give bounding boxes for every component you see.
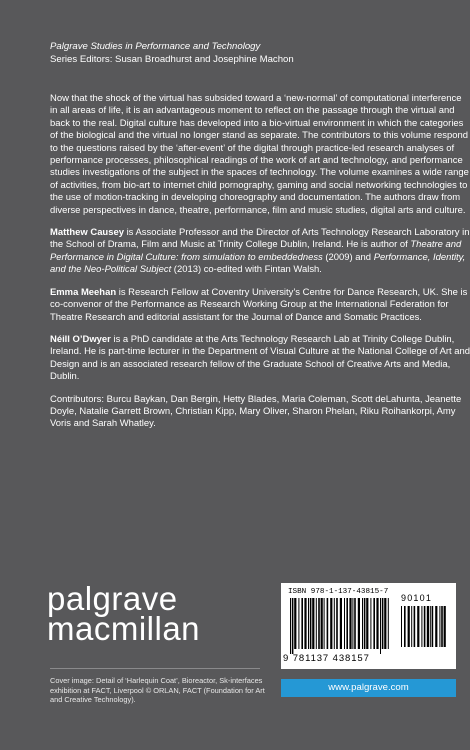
author-name: Emma Meehan xyxy=(50,286,117,298)
barcode-bar xyxy=(417,606,419,647)
barcode-bar xyxy=(414,606,416,647)
barcode-bar xyxy=(408,606,410,647)
barcode-bar xyxy=(376,598,378,649)
barcode-bar xyxy=(349,598,351,649)
isbn-text: ISBN 978-1-137-43815-7 xyxy=(288,588,389,596)
barcode-bar xyxy=(435,606,437,647)
barcode-bar xyxy=(380,598,381,654)
ean-digits: 9 781137 438157 xyxy=(283,653,370,664)
palgrave-macmillan-logo xyxy=(47,580,201,647)
barcode-bar xyxy=(346,598,348,649)
barcode-bar xyxy=(358,598,360,649)
barcode-bar xyxy=(421,606,422,647)
barcode-bar xyxy=(327,598,329,649)
back-cover-text xyxy=(50,93,470,441)
barcode xyxy=(281,583,456,669)
barcode-bar xyxy=(344,598,345,649)
barcode-bar xyxy=(439,606,440,647)
bio-text: is Associate Professor and the Director of Arts Technology Research Laboratory in the School of Drama, Film and Music at Trinity College Dublin, Ireland. He is author of xyxy=(50,227,470,251)
bio-odwyer xyxy=(50,334,470,384)
barcode-bar xyxy=(304,598,306,649)
barcode-bar xyxy=(441,606,443,647)
addon-barcode-bars xyxy=(401,606,449,652)
barcode-bar xyxy=(318,598,320,649)
logo-line-1: palgrave xyxy=(47,580,178,617)
author-name: Matthew Causey xyxy=(50,227,124,239)
barcode-bar xyxy=(312,598,314,649)
barcode-bar xyxy=(294,598,296,649)
barcode-bar xyxy=(308,598,309,649)
barcode-bar xyxy=(382,598,384,649)
bio-text: (2009) and xyxy=(322,251,374,263)
barcode-bar xyxy=(340,598,342,649)
barcode-bar xyxy=(292,598,294,654)
barcode-bar xyxy=(321,598,323,649)
series-title: Palgrave Studies in Performance and Technology xyxy=(50,41,261,52)
barcode-bar xyxy=(384,598,386,649)
barcode-bar xyxy=(362,598,363,649)
barcode-bar xyxy=(432,606,434,647)
bio-text: is a PhD candidate at the Arts Technology Research Lab at Trinity College Dublin, Ireland. He is part-time lecturer in the Department of Visual Culture at the National College of Art and Design and is an associated research fellow of the Graduate School of Creative Arts and Media, Dublin. xyxy=(50,333,470,383)
contributors: Contributors: Burcu Baykan, Dan Bergin, Hetty Blades, Maria Coleman, Scott deLahunta, Jeanette Doyle, Natalie Garrett Brown, Christian Kipp, Mary Oliver, Sharon Phelan, Riku Roihankorpi, Amy Voris and Sarah Whatley. xyxy=(50,393,462,430)
barcode-bar xyxy=(324,598,325,649)
barcode-bar xyxy=(316,598,317,649)
barcode-bar xyxy=(444,606,446,647)
barcode-bar xyxy=(404,606,406,647)
addon-digits: 90101 xyxy=(401,593,433,603)
blurb: Now that the shock of the virtual has subsided toward a ‘new-normal’ of computational interference in all areas of life, it is an advantageous moment to reflect on the passage through the virtual and back to the real. Digital culture has developed into a bio-virtual environment in which the categories of the biological and the virtual no longer stand as separate. The contributors to this volume respond to the questions raised by the ‘after-event’ of the digital through practice-led research analyses of performance processes, philosophical readings of the work of art and technology, and performance studies investigations of the subject in the spaces of technology. The volume examines a wide range of activities, from bio-art to internet child pornography, gaming and social networking technologies to the use of motion-tracking in developing choreography and documentation. The authors draw from diverse perspectives in dance, theatre, performance, film and music studies, digital arts and culture. xyxy=(50,93,469,216)
bio-causey xyxy=(50,227,470,277)
ean-barcode-bars xyxy=(290,598,390,654)
barcode-bar xyxy=(330,598,332,649)
barcode-bar xyxy=(298,598,299,649)
series-editors: Series Editors: Susan Broadhurst and Josephine Machon xyxy=(50,54,294,65)
barcode-bar xyxy=(373,598,375,649)
barcode-bar xyxy=(352,598,353,649)
barcode-bar xyxy=(370,598,371,649)
logo-line-2: macmillan xyxy=(47,610,201,647)
barcode-bar xyxy=(336,598,338,649)
barcode-bar xyxy=(301,598,303,649)
cover-credit: Cover image: Detail of ‘Harlequin Coat’, Bioreactor, Sk-interfaces exhibition at FACT, Liverpool © ORLAN, FACT (Foundation for Art and Creative Technology). xyxy=(50,676,265,705)
barcode-bar xyxy=(427,606,429,647)
barcode-bar xyxy=(310,598,312,649)
divider xyxy=(50,668,260,669)
barcode-bar xyxy=(354,598,356,649)
bio-text: (2013) co-edited with Fintan Walsh. xyxy=(171,264,322,276)
author-name: Néill O’Dwyer xyxy=(50,333,111,345)
barcode-bar xyxy=(388,598,389,649)
book-title: Theatre and Performance in Digital Culture: from simulation to embeddedness xyxy=(50,239,462,263)
bio-meehan xyxy=(50,287,470,324)
barcode-bar xyxy=(364,598,366,649)
barcode-bar xyxy=(401,606,402,647)
bio-text: is Research Fellow at Coventry University’s Centre for Dance Research, UK. She is co-convenor of the Performance as Research Working Group at the International Federation for Theatre Research and editorial assistant for the Journal of Dance and Somatic Practices. xyxy=(50,286,468,323)
book-title: Performance, Identity, and the Neo-Political Subject xyxy=(50,251,466,276)
barcode-bar xyxy=(430,606,431,647)
barcode-bar xyxy=(411,606,412,647)
website-link[interactable]: www.palgrave.com xyxy=(281,679,456,697)
barcode-bar xyxy=(424,606,426,647)
barcode-bar xyxy=(366,598,368,649)
barcode-bar xyxy=(290,598,291,654)
barcode-bar xyxy=(334,598,335,649)
